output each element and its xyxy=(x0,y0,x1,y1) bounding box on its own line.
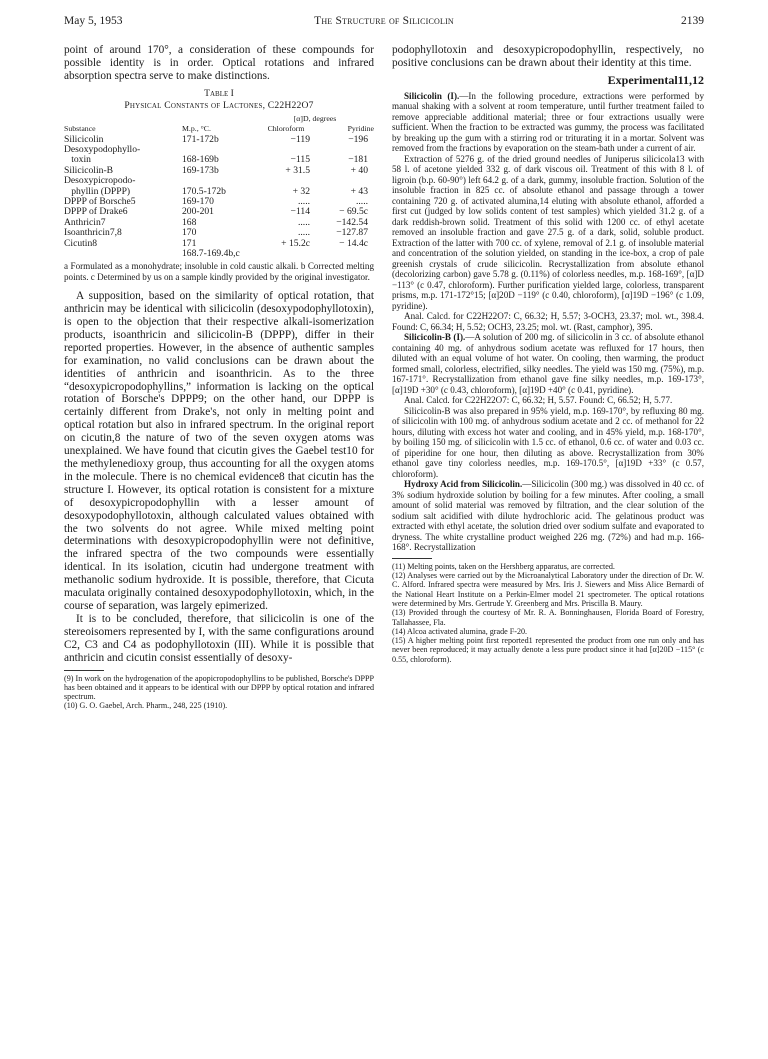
col-header-substance: Substance xyxy=(64,124,96,134)
cell-pyridine xyxy=(316,176,374,186)
cell-substance: Desoxypicropodo- xyxy=(64,175,136,187)
table-row xyxy=(64,228,374,238)
right-intro-paragraph: podophyllotoxin and desoxypicropodophyllin, respectively, no positive conclusions can be drawn about their identity at this time. xyxy=(392,44,704,69)
left-paragraph-2: A supposition, based on the similarity of optical rotation, that anthricin may be identical with silicicolin (desoxypodophyllotoxin), is open to the objection that their respective alkali-isomerization products, isoanthricin and silicicolin-B (DPPP), differ in their reported properties. However, in the absence of authentic samples for examination, no valid conclusions can be drawn about the identities of anthricin and isoanthricin. As to the three “desoxypicropodophyllins,” information is lacking on the optical rotation of Borsche's DPPP9; on the other hand, our DPPP is certainly different from Drake's, not only in melting point and optical rotation but also in infrared spectrum. In the original report on cicutin,8 the nature of two of the seven oxygen atoms was unexplained. We have found that cicutin gives the Gaebel test10 for the methylenedioxy group, thus accounting for all the oxygen atoms in the molecule. There is no chemical evidence8 that cicutin has the structure I. However, its optical rotation is consistent for a mixture of desoxypicropodophyllin with a lesser amount of desoxypodophyllotoxin, although calculated values obtained with the two solvents do not agree. While mixed melting point determinations with desoxypicropodophyllin were not definitive, the infrared spectra of the two compounds were essentially identical. In its isolation, cicutin had undergone treatment with methanolic sodium hydroxide. It is possible, therefore, that Cicuta maculata originally contained desoxypodophyllotoxin, which, in the course of separation, was largely epimerized. xyxy=(64,290,374,612)
col-header-rotation: [α]D, degrees xyxy=(293,113,337,123)
cell-substance: Silicicolin-B xyxy=(64,164,114,176)
table-title: Physical Constants of Lactones, C22H22O7 xyxy=(124,99,314,111)
cell-mp: 170 xyxy=(182,227,197,239)
silicicolin-b-prep-paragraph: Silicicolin-B was also prepared in 95% yield, m.p. 169-170°, by refluxing 80 mg. of silicicolin with 100 mg. of anhydrous sodium acetate and 2 cc. of methanol for 22 hours, diluting with excess hot water and cooling, and in 45% yield, m.p. 168-170°, by boiling 150 mg. of silicicolin with 1.5 cc. of ethanol, 0.6 cc. of water and 0.03 cc. of piperidine for one hour, then diluting as above. Recrystallization from 30% ethanol gave tiny colorless needles, m.p. 169-170.5°, [α]19D +33° (c 0.57, chloroform). xyxy=(392,405,704,479)
table-row xyxy=(64,207,374,217)
right-column xyxy=(392,44,704,664)
cell-substance: Cicutin8 xyxy=(64,237,98,249)
cell-pyridine: − 69.5c xyxy=(339,206,368,218)
cell-mp: 170.5-172b xyxy=(182,185,226,197)
header-page-number: 2139 xyxy=(681,15,704,27)
col-header-chloroform: Chloroform xyxy=(267,124,305,134)
running-header xyxy=(64,15,704,31)
cell-chloroform: ..... xyxy=(298,216,310,228)
cell-pyridine xyxy=(316,249,374,259)
footnote-12: (12) Analyses were carried out by the Microanalytical Laboratory under the direction of Dr. W. C. Alford. Infrared spectra were measured by Mrs. Iris J. Siewers and Miss Alice Bernardi of the National Heart Institute on a Perkin-Elmer model 21 spectrometer. The optical rotations were determined by Mrs. Gertrude Y. Greenberg and Mrs. Priscilla B. Maury. xyxy=(392,571,704,608)
cell-pyridine: + 43 xyxy=(350,185,368,197)
footnote-divider xyxy=(64,670,104,671)
left-paragraph-3: It is to be concluded, therefore, that silicicolin is one of the stereoisomers represented by I, with the same configurations around C2, C3 and C4 as podophyllotoxin (III). While it is possible that anthricin and cicutin consist essentially of desoxy- xyxy=(64,612,374,664)
cell-pyridine: −196 xyxy=(348,133,368,145)
table-caption: Table I xyxy=(204,87,234,99)
cell-mp: 200-201 xyxy=(182,206,214,218)
cell-mp: 171 xyxy=(182,237,197,249)
experimental-heading: Experimental11,12 xyxy=(607,72,704,87)
analysis-1: Anal. Calcd. for C22H22O7: C, 66.32; H, 5.57; 3-OCH3, 23.37; mol. wt., 398.4. Found: C, 66.34; H, 5.52; OCH3, 23.25; mol. wt. (Rast, camphor), 395. xyxy=(392,311,704,332)
cell-pyridine: + 40 xyxy=(350,164,368,176)
cell-substance: Isoanthricin7,8 xyxy=(64,227,122,239)
cell-mp: 168 xyxy=(182,216,197,228)
cell-substance: phyllin (DPPP) xyxy=(64,185,131,197)
footnote-9: (9) In work on the hydrogenation of the apopicropodophyllins to be published, Borsche's DPPP has been obtained and it appears to be identical with our DPPP by optical rotation and infrared spectrum. xyxy=(64,673,374,702)
footnote-10: (10) G. O. Gaebel, Arch. Pharm., 248, 225 (1910). xyxy=(64,701,228,711)
footnote-13: (13) Provided through the courtesy of Mr. R. A. Bonninghausen, Florida Board of Forestry, Tallahassee, Fla. xyxy=(392,608,704,627)
footnote-15: (15) A higher melting point first reported1 represented the product from one run only and has never been reproduced; it may actually denote a less pure product since it had [α]20D −115° (c 0.55, chloroform). xyxy=(392,636,704,664)
silicicolin-text: —In the following procedure, extractions were performed by manual shaking with a solvent at room temperature, until further treatment failed to remove appreciable additional material; three or four extractions usually were sufficient. When the fraction to be extracted was gummy, the process was facilitated by breaking up the gum with a stirring rod or triturating it in a mortar. Solvent was removed from the fractions by evaporation on the steam-bath under a current of air. xyxy=(392,90,704,154)
col-header-mp: M.p., °C. xyxy=(182,124,211,134)
silicicolin-paragraph xyxy=(392,91,704,154)
table-notes: a Formulated as a monohydrate; insoluble in cold caustic alkali. b Corrected melting points. c Determined by us on a sample kindly provided by the original investigator. xyxy=(64,261,374,282)
cell-chloroform: ..... xyxy=(298,227,310,239)
silicicolin-b-paragraph xyxy=(392,332,704,395)
hydroxy-acid-heading: Hydroxy Acid from Silicicolin. xyxy=(404,479,523,490)
silicicolin-b-text: —A solution of 200 mg. of silicicolin in 3 cc. of absolute ethanol containing 40 mg. of anhydrous sodium acetate was refluxed for 17 hours, then diluted with an equal volume of hot water. On cooling, then warming, the product formed small, colorless, electrified, silky needles. The yield was 150 mg. (75%), m.p. 167-171°. Recrystallization from ethanol gave fine silky needles, m.p. 169-173°, [α]19D +30° (c 0.43, chloroform), [α]19D +40° (c 0.41, pyridine). xyxy=(392,332,704,395)
cell-chloroform: ..... xyxy=(298,195,310,207)
cell-chloroform: −115 xyxy=(290,154,310,166)
table-row xyxy=(64,176,374,186)
cell-mp xyxy=(182,176,256,186)
cell-mp: 168.7-169.4b,c xyxy=(182,248,240,259)
lactone-constants-table xyxy=(64,114,374,260)
right-footnotes xyxy=(392,562,704,664)
cell-substance: DPPP of Borsche5 xyxy=(64,195,136,207)
silicicolin-heading: Silicicolin (I). xyxy=(404,90,460,101)
cell-pyridine: −127.87 xyxy=(336,227,368,239)
cell-chloroform: −114 xyxy=(290,206,310,218)
cell-chloroform: + 31.5 xyxy=(285,164,310,176)
cell-pyridine: −142.54 xyxy=(336,216,368,228)
cell-substance xyxy=(64,249,182,259)
cell-mp: 168-169b xyxy=(182,154,219,166)
header-title: The Structure of Silicicolin xyxy=(314,15,454,27)
silicicolin-b-heading: Silicicolin-B (I). xyxy=(404,332,466,343)
cell-pyridine: −181 xyxy=(348,154,368,166)
cell-chloroform: + 15.2c xyxy=(281,237,310,249)
cell-chloroform xyxy=(256,249,316,259)
cell-substance: Anthricin7 xyxy=(64,216,106,228)
left-intro-paragraph: point of around 170°, a consideration of these compounds for possible identity is in order. Optical rotations and infrared absorption spectra serve to make distinctions. xyxy=(64,44,374,82)
table-row xyxy=(64,145,374,155)
cell-substance: DPPP of Drake6 xyxy=(64,206,128,218)
cell-substance: Silicicolin xyxy=(64,133,104,145)
table-row xyxy=(64,249,374,259)
extraction-paragraph: Extraction of 5276 g. of the dried ground needles of Juniperus silicicola13 with 58 l. of acetone yielded 332 g. of dark viscous oil. Treatment of this with 8 l. of ligroin (b.p. 60-90°) left 64.2 g. of a dark, gummy, insoluble fraction. Solution of the insoluble fraction in 825 cc. of absolute ethanol and passage through a tower containing 720 g. of activated alumina,14 eluting with absolute ethanol, afforded a first cut (judged by low solids content of test samples) which yielded 31.2 g. of a dark reddish-brown solid. Treatment of this solid with 1200 cc. of ethyl acetate removed an insoluble fraction and gave 27.5 g. of a dark, solid, soluble product. Extraction of the latter with 700 cc. of xylene, removal of 2.1 g. of insoluble material and concentration of the solution yielded, on standing in the ice-box, a crop of pale greenish crystals of crude silicicolin. Recrystallization from absolute ethanol (decolorizing carbon) gave 5.78 g. (0.11%) of colorless needles, m.p. 168-169°, [α]D −113° (c 0.47, chloroform). Further purification yielded large, colorless, transparent prisms, m.p. 171-172°15; [α]20D −119° (c 0.40, chloroform), [α]19D −196° (c 1.09, pyridine). xyxy=(392,153,704,311)
cell-mp: 171-172b xyxy=(182,133,219,145)
left-column xyxy=(64,44,374,711)
cell-substance: Desoxypodophyllo- xyxy=(64,143,141,155)
cell-mp: 169-173b xyxy=(182,164,219,176)
cell-substance: toxin xyxy=(64,154,91,166)
cell-pyridine: − 14.4c xyxy=(339,237,368,249)
cell-mp: 169-170 xyxy=(182,195,214,207)
header-date: May 5, 1953 xyxy=(64,15,123,27)
cell-chloroform xyxy=(256,176,316,186)
hydroxy-acid-text: —Silicicolin (300 mg.) was dissolved in 40 cc. of 3% sodium hydroxide solution by boiling for a few minutes. After cooling, a small amount of solid material was removed by filtration, and the clear solution of the sodium salt acidified with dilute hydrochloric acid. The gelatinous product was extracted with ethyl acetate, the solution dried over sodium sulfate and evaporated to dryness. The white crystalline product weighed 226 mg. (72%) and had m.p. 166-168°. Recrystallization xyxy=(392,479,704,553)
col-header-pyridine: Pyridine xyxy=(347,124,374,134)
footnote-14: (14) Alcoa activated alumina, grade F-20. xyxy=(392,626,528,636)
analysis-2: Anal. Calcd. for C22H22O7: C, 66.32; H, 5.57. Found: C, 66.52; H, 5.77. xyxy=(404,395,673,406)
cell-chloroform: + 32 xyxy=(292,185,310,197)
hydroxy-acid-paragraph xyxy=(392,479,704,553)
footnote-divider-right xyxy=(392,558,432,559)
cell-pyridine: ..... xyxy=(356,195,368,207)
cell-chloroform: −119 xyxy=(290,133,310,145)
footnote-11: (11) Melting points, taken on the Hershberg apparatus, are corrected. xyxy=(392,561,615,571)
